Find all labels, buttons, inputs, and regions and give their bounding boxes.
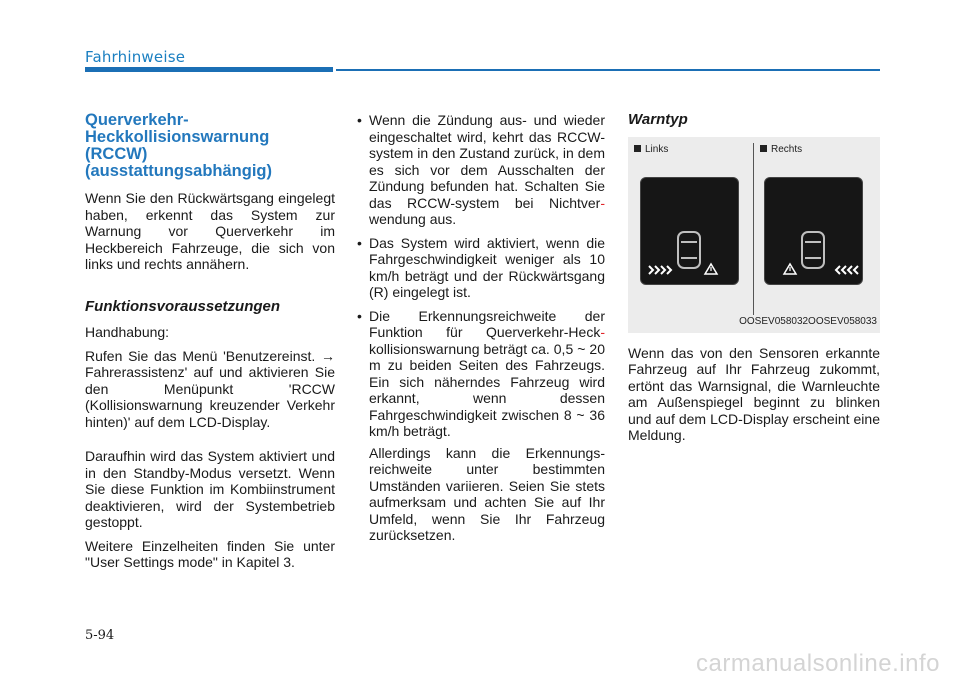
range-note: Allerdings kann die Erkennungs-reichweite unter bestimmten Umständen variieren. Seien Sie stets aufmerksam und achten Sie auf Ihr Umfeld, wenn Sie Ihr Fahrzeug zurücksetzen.: [369, 444, 605, 543]
standby-paragraph: Daraufhin wird das System aktiviert und in den Standby-Modus versetzt. Wenn Sie diese Funktion im Kombiinstrument deaktivieren, wird der Systembetrieb gestoppt.: [85, 448, 335, 530]
section-label: Fahrhinweise: [85, 48, 186, 66]
page-number: 5-94: [85, 628, 115, 643]
column-left: [85, 112, 335, 578]
more-info-paragraph: Weitere Einzelheiten finden Sie unter "User Settings mode" in Kapitel 3.: [85, 537, 335, 570]
car-warning-left-icon: [641, 178, 738, 284]
figure-label-left: Links: [634, 142, 668, 159]
lcd-screen-right: [764, 177, 863, 285]
subheading-requirements: Funktionsvoraussetzungen: [85, 297, 281, 315]
warning-type-heading: Warntyp: [628, 111, 688, 128]
figure-code: OOSEV058032OOSEV058033: [739, 316, 877, 327]
lcd-screen-left: [640, 177, 739, 285]
figure-label-right: Rechts: [760, 142, 802, 159]
header-rule-thin: [336, 69, 880, 71]
column-right: [628, 112, 880, 451]
section-title: Querverkehr-Heckkollisionswarnung (RCCW) (ausstattungsabhängig): [85, 111, 273, 180]
header-rule-thick: [85, 67, 333, 72]
watermark: carmanualsonline.info: [696, 650, 940, 677]
handling-paragraph: Rufen Sie das Menü 'Benutzereinst. → Fahrerassistenz' auf und aktivieren Sie den Menüpunkt 'RCCW (Kollisionswarnung kreuzender Verkehr hinten)' auf dem LCD-Display.: [85, 347, 335, 430]
car-warning-right-icon: [765, 178, 862, 284]
handling-label: Handhabung:: [85, 324, 170, 340]
bullet-ignition: • Wenn die Zündung aus- und wieder eingeschaltet wird, kehrt das RCCW-system in den Zustand zurück, in dem es sich vor dem Ausschalten der Zündung befunden hat. Schalten Sie das RCCW-system bei Nichtver- wendung aus.: [357, 112, 605, 228]
warning-figure: [628, 137, 880, 333]
figure-divider: [753, 143, 754, 315]
column-middle: [357, 112, 605, 551]
bullet-activation: • Das System wird aktiviert, wenn die Fahrgeschwindigkeit weniger als 10 km/h beträgt und der Rückwärtsgang (R) eingelegt ist.: [357, 235, 605, 301]
warning-paragraph: Wenn das von den Sensoren erkannte Fahrzeug auf Ihr Fahrzeug zukommt, ertönt das Warnsignal, die Warnleuchte am Außenspiegel beginnt zu blinken und auf dem LCD-Display erscheint eine Meldung.: [628, 344, 880, 443]
bullet-range: • Die Erkennungsreichweite der Funktion für Querverkehr-Heck- kollisionswarnung beträgt ca. 0,5 ~ 20 m zu beiden Seiten des Fahrzeugs. Ein sich näherndes Fahrzeug wird erkannt, wenn dessen Fahrgeschwindigkeit zwischen 8 ~ 36 km/h beträgt.: [357, 308, 605, 440]
intro-paragraph: Wenn Sie den Rückwärtsgang eingelegt haben, erkennt das System zur Warnung vor Querverkehr im Heckbereich Fahrzeuge, die sich von links und rechts annähern.: [85, 190, 335, 272]
